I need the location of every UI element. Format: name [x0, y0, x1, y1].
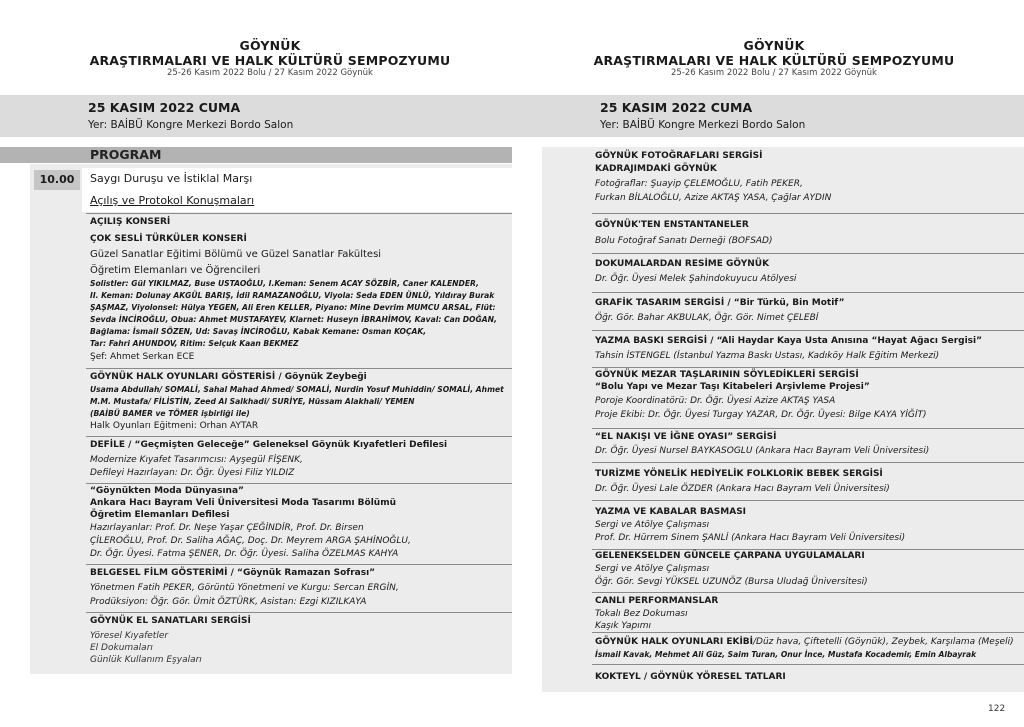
program-item: Bolu Fotoğraf Sanatı Derneği (BOFSAD): [595, 236, 773, 246]
divider: [592, 330, 1024, 331]
program-item: Proje Ekibi: Dr. Öğr. Üyesi Turgay YAZAR, Dr. Öğr. Üyesi: Bilge KAYA YİĞİT): [595, 410, 927, 420]
program-item: Defileyi Hazırlayan: Dr. Öğr. Üyesi Filiz YILDIZ: [90, 468, 295, 478]
performers-line: Usama Abdullah/ SOMALİ, Sahal Mahad Ahmed/ SOMALİ, Nurdin Yosuf Muhiddin/ SOMALİ, Ahmet: [90, 385, 504, 394]
performers-line: ŞAŞMAZ, Viyolonsel: Hülya YEGEN, Ali Eren KELLER, Piyano: Mine Devrim MUMCU ARSAL, Flüt:: [90, 303, 496, 312]
divider: [592, 632, 1024, 633]
divider: [86, 564, 512, 565]
left-day-band: [0, 95, 512, 137]
divider: [86, 213, 512, 214]
program-item: Dr. Öğr. Üyesi. Fatma ŞENER, Dr. Öğr. Üyesi. Saliha ÖZELMAS KAHYA: [90, 549, 399, 559]
left-header: [60, 38, 480, 78]
program-item: Açılış ve Protokol Konuşmaları: [90, 194, 255, 207]
program-item: Sergi ve Atölye Çalışması: [595, 520, 710, 530]
performers-line: Bağlama: İsmail SÖZEN, Ud: Savaş İNCİROĞLU, Kabak Kemane: Osman KOÇAK,: [90, 327, 427, 336]
venue: Yer: BAİBÜ Kongre Merkezi Bordo Salon: [88, 119, 294, 131]
right-day-band: [512, 95, 1024, 137]
time-label: 10.00: [34, 170, 80, 190]
divider: [592, 367, 1024, 368]
program-bar: [0, 147, 512, 163]
section-heading: YAZMA VE KABALAR BASMASI: [595, 507, 747, 517]
section-heading: “EL NAKIŞI VE İĞNE OYASI” SERGİSİ: [595, 432, 777, 442]
divider: [592, 462, 1024, 463]
program-item: Yönetmen Fatih PEKER, Görüntü Yönetmeni ve Kurgu: Sercan ERGİN,: [90, 583, 399, 593]
program-item: Öğr. Gör. Bahar AKBULAK, Öğr. Gör. Nimet ÇELEBİ: [595, 313, 819, 323]
page-number: 122: [988, 704, 1006, 714]
divider: [86, 368, 512, 369]
section-heading: TURİZME YÖNELİK HEDİYELİK FOLKLORİK BEBEK SERGİSİ: [595, 469, 883, 479]
divider: [592, 253, 1024, 254]
section-heading: Öğretim Elemanları Defilesi: [90, 510, 230, 520]
program-item: Halk Oyunları Eğitmeni: Orhan AYTAR: [90, 421, 259, 431]
divider: [592, 213, 1024, 214]
performers-line: Tar: Fahri AHUNDOV, Ritim: Selçuk Kaan BEKMEZ: [90, 339, 299, 348]
section-heading: AÇILIŞ KONSERİ: [90, 217, 171, 227]
header-title: ARAŞTIRMALARI VE HALK KÜLTÜRÜ SEMPOZYUMU: [593, 53, 955, 68]
program-item: Saygı Duruşu ve İstiklal Marşı: [90, 172, 253, 185]
divider: [592, 592, 1024, 593]
section-heading: GÖYNÜK'TEN ENSTANTANELER: [595, 220, 749, 230]
header-subtitle: 25-26 Kasım 2022 Bolu / 27 Kasım 2022 Göynük: [167, 68, 373, 78]
section-heading: BELGESEL FİLM GÖSTERİMİ / “Göynük Ramazan Sofrası”: [90, 568, 376, 578]
section-heading: GÖYNÜK HALK OYUNLARI GÖSTERİSİ / Göynük Zeybeği: [90, 372, 367, 382]
header-title: GÖYNÜK: [743, 38, 805, 53]
performers-line: İsmail Kavak, Mehmet Ali Güz, Saim Turan, Onur İnce, Mustafa Kocademir, Emin Albayrak: [595, 650, 977, 659]
header-subtitle: 25-26 Kasım 2022 Bolu / 27 Kasım 2022 Göynük: [671, 68, 877, 78]
performers-line: M.M. Mustafa/ FİLİSTİN, Zeed Al Salkhadi/ SURİYE, Hüssam Alakhali/ YEMEN: [90, 397, 415, 406]
program-item: Hazırlayanlar: Prof. Dr. Neşe Yaşar ÇEĞİNDİR, Prof. Dr. Birsen: [90, 523, 364, 533]
program-item: Dr. Öğr. Üyesi Melek Şahindokuyucu Atölyesi: [595, 274, 797, 284]
program-item: Sergi ve Atölye Çalışması: [595, 564, 710, 574]
program-item: Fotoğraflar: Şuayip ÇELEMOĞLU, Fatih PEKER,: [595, 179, 803, 189]
program-item: Modernize Kıyafet Tasarımcısı: Ayşegül FİŞENK,: [90, 455, 303, 465]
program-item: ÇİLEROĞLU, Prof. Dr. Saliha AĞAÇ, Doç. Dr. Meyrem ARGA ŞAHİNOĞLU,: [90, 536, 411, 546]
performers-line: Sevda İNCİROĞLU, Obua: Ahmet MUSTAFAYEV, Klarnet: Huseyn İBRAHİMOV, Kaval: Can DOĞAN,: [90, 315, 497, 324]
program-item: [595, 638, 1014, 647]
section-heading: “Göynükten Moda Dünyasına”: [90, 486, 244, 496]
performers-line: Solistler: Gül YIKILMAZ, Buse USTAOĞLU, I.Keman: Senem ACAY SÖZBİR, Caner KALENDER,: [90, 279, 479, 288]
divider: [592, 500, 1024, 501]
program-item: Furkan BİLALOĞLU, Azize AKTAŞ YASA, Çağlar AYDIN: [595, 193, 832, 203]
section-heading: GRAFİK TASARIM SERGİSİ / “Bir Türkü, Bin Motif”: [595, 298, 845, 308]
divider: [86, 483, 512, 484]
program-item: Dr. Öğr. Üyesi Nursel BAYKASOGLU (Ankara Hacı Bayram Veli Üniversitesi): [595, 446, 930, 456]
performers-line: (BAİBÜ BAMER ve TÖMER işbirliği ile): [90, 409, 250, 418]
section-heading: KADRAJIMDAKİ GÖYNÜK: [595, 164, 717, 174]
program-item: Günlük Kullanım Eşyaları: [90, 655, 202, 665]
program-item: Yöresel Kıyafetler: [90, 631, 169, 641]
day-title: 25 KASIM 2022 CUMA: [600, 100, 753, 115]
day-title: 25 KASIM 2022 CUMA: [88, 100, 241, 115]
section-heading: Ankara Hacı Bayram Veli Üniversitesi Moda Tasarımı Bölümü: [90, 498, 397, 508]
program-item: El Dokumaları: [90, 643, 153, 653]
divider: [86, 436, 512, 437]
section-heading: GELENEKSELDEN GÜNCELE ÇARPANA UYGULAMALARI: [595, 551, 865, 561]
venue: Yer: BAİBÜ Kongre Merkezi Bordo Salon: [600, 119, 806, 131]
dance-list: /Düz hava, Çiftetelli (Göynük), Zeybek, Karşılama (Meşeli): [753, 637, 1014, 647]
section-heading: DOKUMALARDAN RESİME GÖYNÜK: [595, 259, 770, 269]
program-item: Güzel Sanatlar Eğitimi Bölümü ve Güzel Sanatlar Fakültesi: [90, 249, 382, 260]
divider: [592, 292, 1024, 293]
program-item: Prodüksiyon: Öğr. Gör. Ümit ÖZTÜRK, Asistan: Ezgi KIZILKAYA: [90, 597, 367, 607]
right-header: [564, 38, 984, 78]
program-item: Poroje Koordinatörü: Dr. Öğr. Üyesi Azize AKTAŞ YASA: [595, 396, 836, 406]
divider: [592, 664, 1024, 665]
section-heading: “Bolu Yapı ve Mezar Taşı Kitabeleri Arşivleme Projesi”: [595, 382, 870, 392]
section-heading: GÖYNÜK MEZAR TAŞLARININ SÖYLEDİKLERİ SERGİSİ: [595, 370, 859, 380]
program-item: Prof. Dr. Hürrem Sinem ŞANLİ (Ankara Hacı Bayram Veli Üniversitesi): [595, 533, 906, 543]
divider: [592, 428, 1024, 429]
program-item: Öğretim Elemanları ve Öğrencileri: [90, 265, 261, 276]
program-item: Tahsin İSTENGEL (İstanbul Yazma Baskı Ustası, Kadıköy Halk Eğitim Merkezi): [595, 351, 940, 361]
section-heading: DEFİLE / “Geçmişten Geleceğe” Geleneksel Göynük Kıyafetleri Defilesi: [90, 440, 448, 450]
section-heading: KOKTEYL / GÖYNÜK YÖRESEL TATLARI: [595, 672, 786, 682]
header-title: ARAŞTIRMALARI VE HALK KÜLTÜRÜ SEMPOZYUMU: [89, 53, 451, 68]
divider: [592, 549, 1024, 550]
section-heading: YAZMA BASKI SERGİSİ / “Ali Haydar Kaya Usta Anısına “Hayat Ağacı Sergisi”: [595, 336, 983, 346]
section-heading: ÇOK SESLİ TÜRKÜLER KONSERİ: [90, 234, 247, 244]
section-heading: CANLI PERFORMANSLAR: [595, 596, 719, 606]
program-label: PROGRAM: [90, 147, 162, 162]
performers-line: II. Keman: Dolunay AKGÜL BARIŞ, İdil RAMAZANOĞLU, Viyola: Seda EDEN ÜNLÜ, Yıldıray Burak: [90, 291, 495, 300]
section-heading: GÖYNÜK FOTOĞRAFLARI SERGİSİ: [595, 151, 763, 161]
divider: [86, 612, 512, 613]
program-item: Kaşık Yapımı: [595, 621, 652, 631]
header-title: GÖYNÜK: [239, 38, 301, 53]
section-heading: GÖYNÜK EL SANATLARI SERGİSİ: [90, 616, 251, 626]
program-item: Tokalı Bez Dokuması: [595, 609, 688, 619]
section-heading: GÖYNÜK HALK OYUNLARI EKİBİ: [595, 637, 754, 647]
program-item: Öğr. Gör. Sevgi YÜKSEL UZUNÖZ (Bursa Uludağ Üniversitesi): [595, 577, 868, 587]
program-item: Şef: Ahmet Serkan ECE: [90, 352, 195, 362]
program-item: Dr. Öğr. Üyesi Lale ÖZDER (Ankara Hacı Bayram Veli Üniversitesi): [595, 484, 890, 494]
